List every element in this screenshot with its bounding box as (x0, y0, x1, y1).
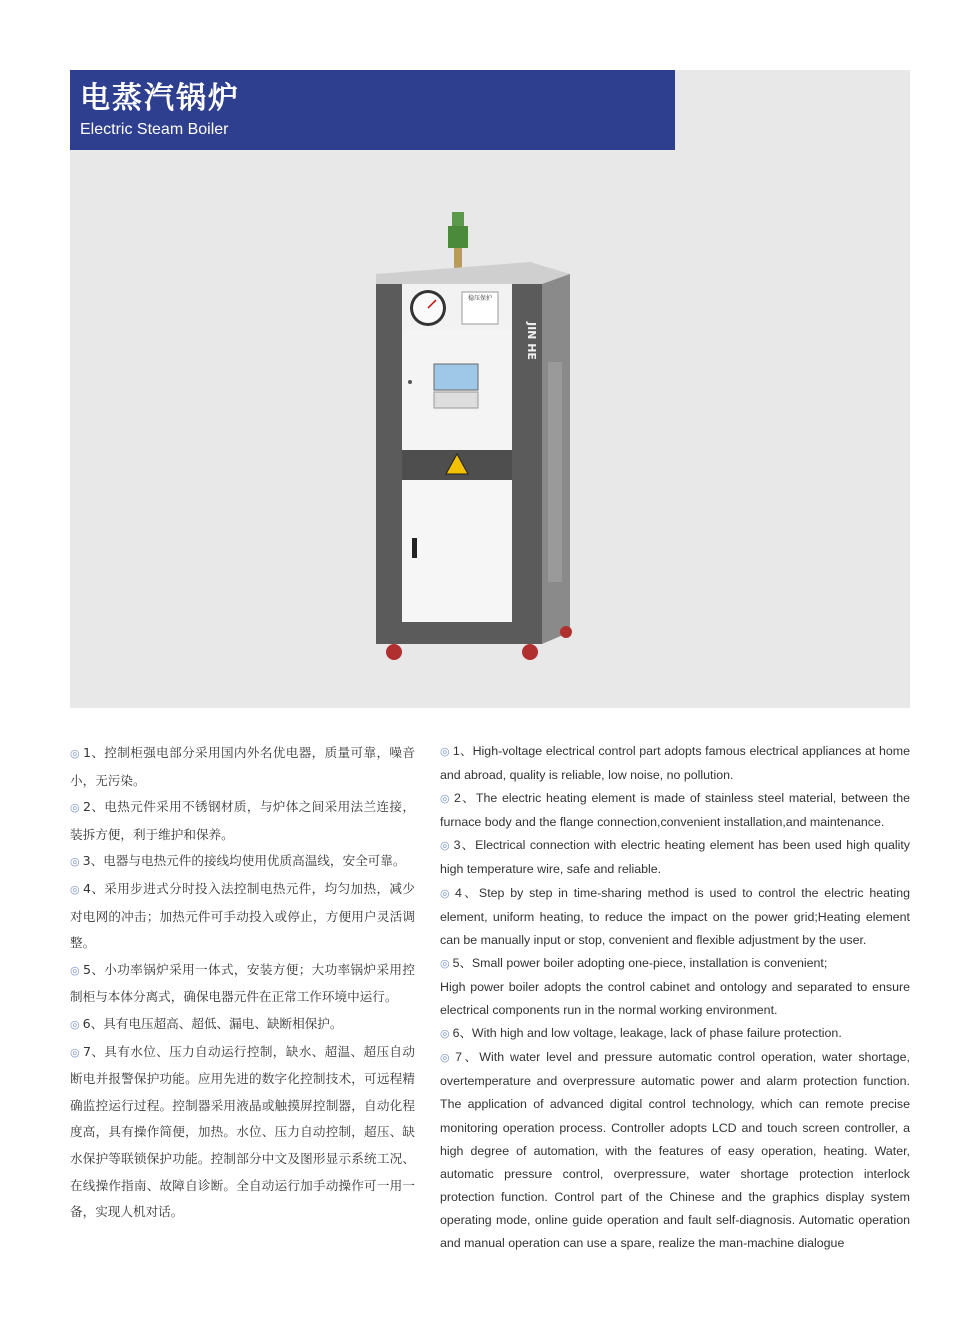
bullet-icon: ◎ (440, 793, 451, 806)
bullet-icon: ◎ (70, 1017, 80, 1031)
bullet-icon: ◎ (70, 747, 80, 760)
bullet-icon: ◎ (440, 957, 450, 970)
bullet-icon: ◎ (440, 1028, 450, 1041)
features-en-column (440, 740, 910, 1255)
feature-cn-2: ◎ 2、电热元件采用不锈钢材质，与炉体之间采用法兰连接，装拆方便，利于维护和保养。 (70, 799, 415, 842)
feature-en-5b: High power boiler adopts the control cabinet and ontology and separated to ensure electrical components run in the normal working environment. (440, 979, 910, 1018)
feature-cn-5: ◎ 5、小功率锅炉采用一体式，安装方便；大功率锅炉采用控制柜与本体分离式，确保电器元件在正常工作环境中运行。 (70, 961, 415, 1005)
bullet-icon: ◎ (70, 855, 80, 869)
feature-en-4: ◎ 4、Step by step in time-sharing method is used to control the electric heating element, uniform heating, to reduce the impact on the power grid;Heating element can be manually input or stop, convenient and flexible adjustment by the user. (440, 885, 910, 947)
brand-text: JIN HE (525, 322, 538, 360)
page-title: 电蒸汽锅炉 (80, 81, 240, 116)
bullet-icon: ◎ (440, 887, 452, 900)
feature-en-6: ◎ 6、With high and low voltage, leakage, lack of phase failure protection. (440, 1026, 842, 1041)
title-banner (70, 70, 675, 150)
feature-en-3: ◎ 3、Electrical connection with electric heating element has been used high quality high temperature wire, safe and reliable. (440, 838, 910, 877)
feature-cn-4: ◎ 4、采用步进式分时投入法控制电热元件，均匀加热，减少对电网的冲击；加热元件可手动投入或停止，方便用户灵活调整。 (70, 880, 415, 951)
feature-cn-1: ◎ 1、控制柜强电部分采用国内外名优电器，质量可靠，噪音小，无污染。 (70, 745, 415, 788)
feature-en-7: ◎ 7、With water level and pressure automatic control operation, water shortage, overtemperature and overpressure automatic power and alarm protection function. The application of advanced digital control technology, which can remote precise monitoring operation process. Controller adopts LCD and touch screen controller, a high degree of automation, with the features of easy operation, heating. Water, automatic pressure control, overpressure, water shortage protection interlock protection function. Control part of the Chinese and the graphics display system operating mode, online guide operation and fault self-diagnosis. Automatic operation and manual operation can use a spare, realize the man-machine dialogue (440, 1050, 910, 1250)
feature-cn-7: ◎ 7、具有水位、压力自动运行控制，缺水、超温、超压自动断电并报警保护功能。应用先进的数字化控制技术，可远程精确监控运行过程。控制器采用液晶或触摸屏控制器，自动化程度高，具有操作简便，加热。水位、压力自动控制，超压、缺水保护等联锁保护功能。控制部分中文及图形显示系统工况、在线操作指南、故障自诊断。全自动运行加手动操作可一用一备，实现人机对话。 (70, 1043, 415, 1220)
feature-cn-3: ◎ 3、电器与电热元件的接线均使用优质高温线，安全可靠。 (70, 853, 406, 869)
bullet-icon: ◎ (440, 746, 450, 758)
page-subtitle: Electric Steam Boiler (80, 121, 229, 138)
boiler-image (370, 212, 590, 668)
feature-en-2: ◎ 2、The electric heating element is made of stainless steel material, between the furnace body and the flange connection,convenient installation,and maintenance. (440, 791, 910, 830)
bullet-icon: ◎ (70, 1045, 80, 1059)
feature-cn-6: ◎ 6、具有电压超高、超低、漏电、缺断相保护。 (70, 1015, 343, 1031)
bullet-icon: ◎ (440, 1052, 453, 1065)
bullet-icon: ◎ (70, 882, 80, 896)
feature-en-5: ◎ 5、Small power boiler adopting one-piece, installation is convenient; (440, 955, 828, 970)
feature-en-1: ◎ 1、High-voltage electrical control part adopts famous electrical appliances at home and abroad, quality is reliable, low noise, no pollution. (440, 744, 910, 783)
bullet-icon: ◎ (70, 801, 80, 815)
bullet-icon: ◎ (70, 963, 80, 977)
panel-label: 稳压保护 (467, 295, 493, 302)
features-cn-column (70, 740, 415, 1226)
bullet-icon: ◎ (440, 840, 451, 853)
